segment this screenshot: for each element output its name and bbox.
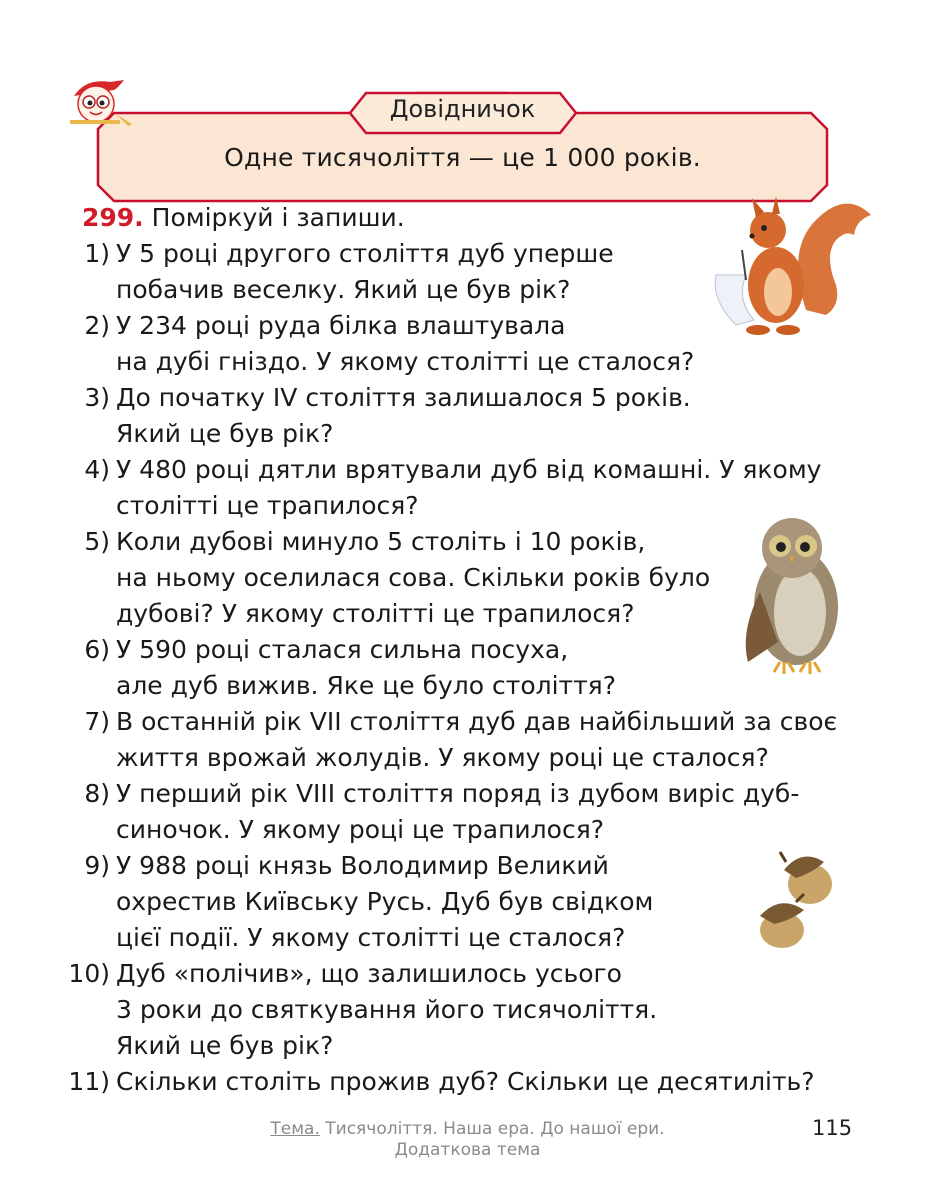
item-number: 10)	[68, 959, 110, 988]
item-line: У 5 році другого століття дуб уперше	[116, 239, 614, 268]
item-line: побачив веселку. Який це був рік?	[116, 275, 571, 304]
item-line: У 480 році дятли врятували дуб від комашні. У якому	[116, 455, 822, 484]
item-line: У перший рік VIII століття поряд із дубом виріс дуб-	[116, 779, 800, 808]
item-line: дубові? У якому столітті це трапилося?	[116, 599, 635, 628]
list-item	[0, 776, 935, 848]
item-line: Який це був рік?	[116, 1031, 334, 1060]
item-number: 7)	[84, 707, 110, 736]
item-line: життя врожай жолудів. У якому році це сталося?	[116, 743, 769, 772]
task-header	[82, 200, 405, 236]
topic-label: Тема.	[270, 1119, 320, 1139]
item-number: 1)	[84, 239, 110, 268]
owl-illustration	[730, 512, 850, 682]
task-number: 299.	[82, 203, 144, 232]
item-line: У 988 році князь Володимир Великий	[116, 851, 609, 880]
item-number: 6)	[84, 635, 110, 664]
item-line: на ньому оселилася сова. Скільки років було	[116, 563, 711, 592]
item-line: Який це був рік?	[116, 419, 334, 448]
topic-text: Тисячоліття. Наша ера. До нашої ери.	[325, 1119, 665, 1139]
list-item	[0, 1064, 935, 1100]
item-number: 4)	[84, 455, 110, 484]
item-number: 11)	[68, 1067, 110, 1096]
item-line: Дуб «полічив», що залишилось усього	[116, 959, 622, 988]
item-number: 8)	[84, 779, 110, 808]
item-line: синочок. У якому році це трапилося?	[116, 815, 605, 844]
item-line: Скільки століть прожив дуб? Скільки це десятиліть?	[116, 1067, 815, 1096]
list-item	[0, 380, 935, 452]
item-line: 3 роки до святкування його тисячоліття.	[116, 995, 658, 1024]
item-line: У 234 році руда білка влаштувала	[116, 311, 566, 340]
task-instruction: Поміркуй і запиши.	[151, 203, 405, 232]
mascot-icon	[66, 74, 138, 132]
reference-title: Довідничок	[389, 95, 536, 123]
reference-text: Одне тисячоліття — це 1 000 років.	[224, 143, 701, 172]
item-number: 3)	[84, 383, 110, 412]
item-line: В останній рік VII століття дуб дав найбільший за своє	[116, 707, 838, 736]
item-line: столітті це трапилося?	[116, 491, 419, 520]
page-number: 115	[812, 1116, 853, 1140]
item-line: У 590 році сталася сильна посуха,	[116, 635, 569, 664]
item-line: охрестив Київську Русь. Дуб був свідком	[116, 887, 654, 916]
item-line: але дуб вижив. Яке це було століття?	[116, 671, 616, 700]
squirrel-illustration	[706, 190, 876, 340]
item-line: Коли дубові минуло 5 століть і 10 років,	[116, 527, 646, 556]
item-number: 5)	[84, 527, 110, 556]
item-number: 2)	[84, 311, 110, 340]
item-line: цієї події. У якому столітті це сталося?	[116, 923, 626, 952]
footer-subtitle: Додаткова тема	[394, 1140, 541, 1160]
list-item	[0, 956, 935, 1064]
item-line: на дубі гніздо. У якому столітті це сталося?	[116, 347, 695, 376]
item-number: 9)	[84, 851, 110, 880]
item-line: До початку IV століття залишалося 5 років.	[116, 383, 691, 412]
reference-box	[96, 91, 829, 203]
footer-topic	[0, 1118, 935, 1140]
list-item	[0, 704, 935, 776]
acorns-illustration	[752, 848, 842, 954]
